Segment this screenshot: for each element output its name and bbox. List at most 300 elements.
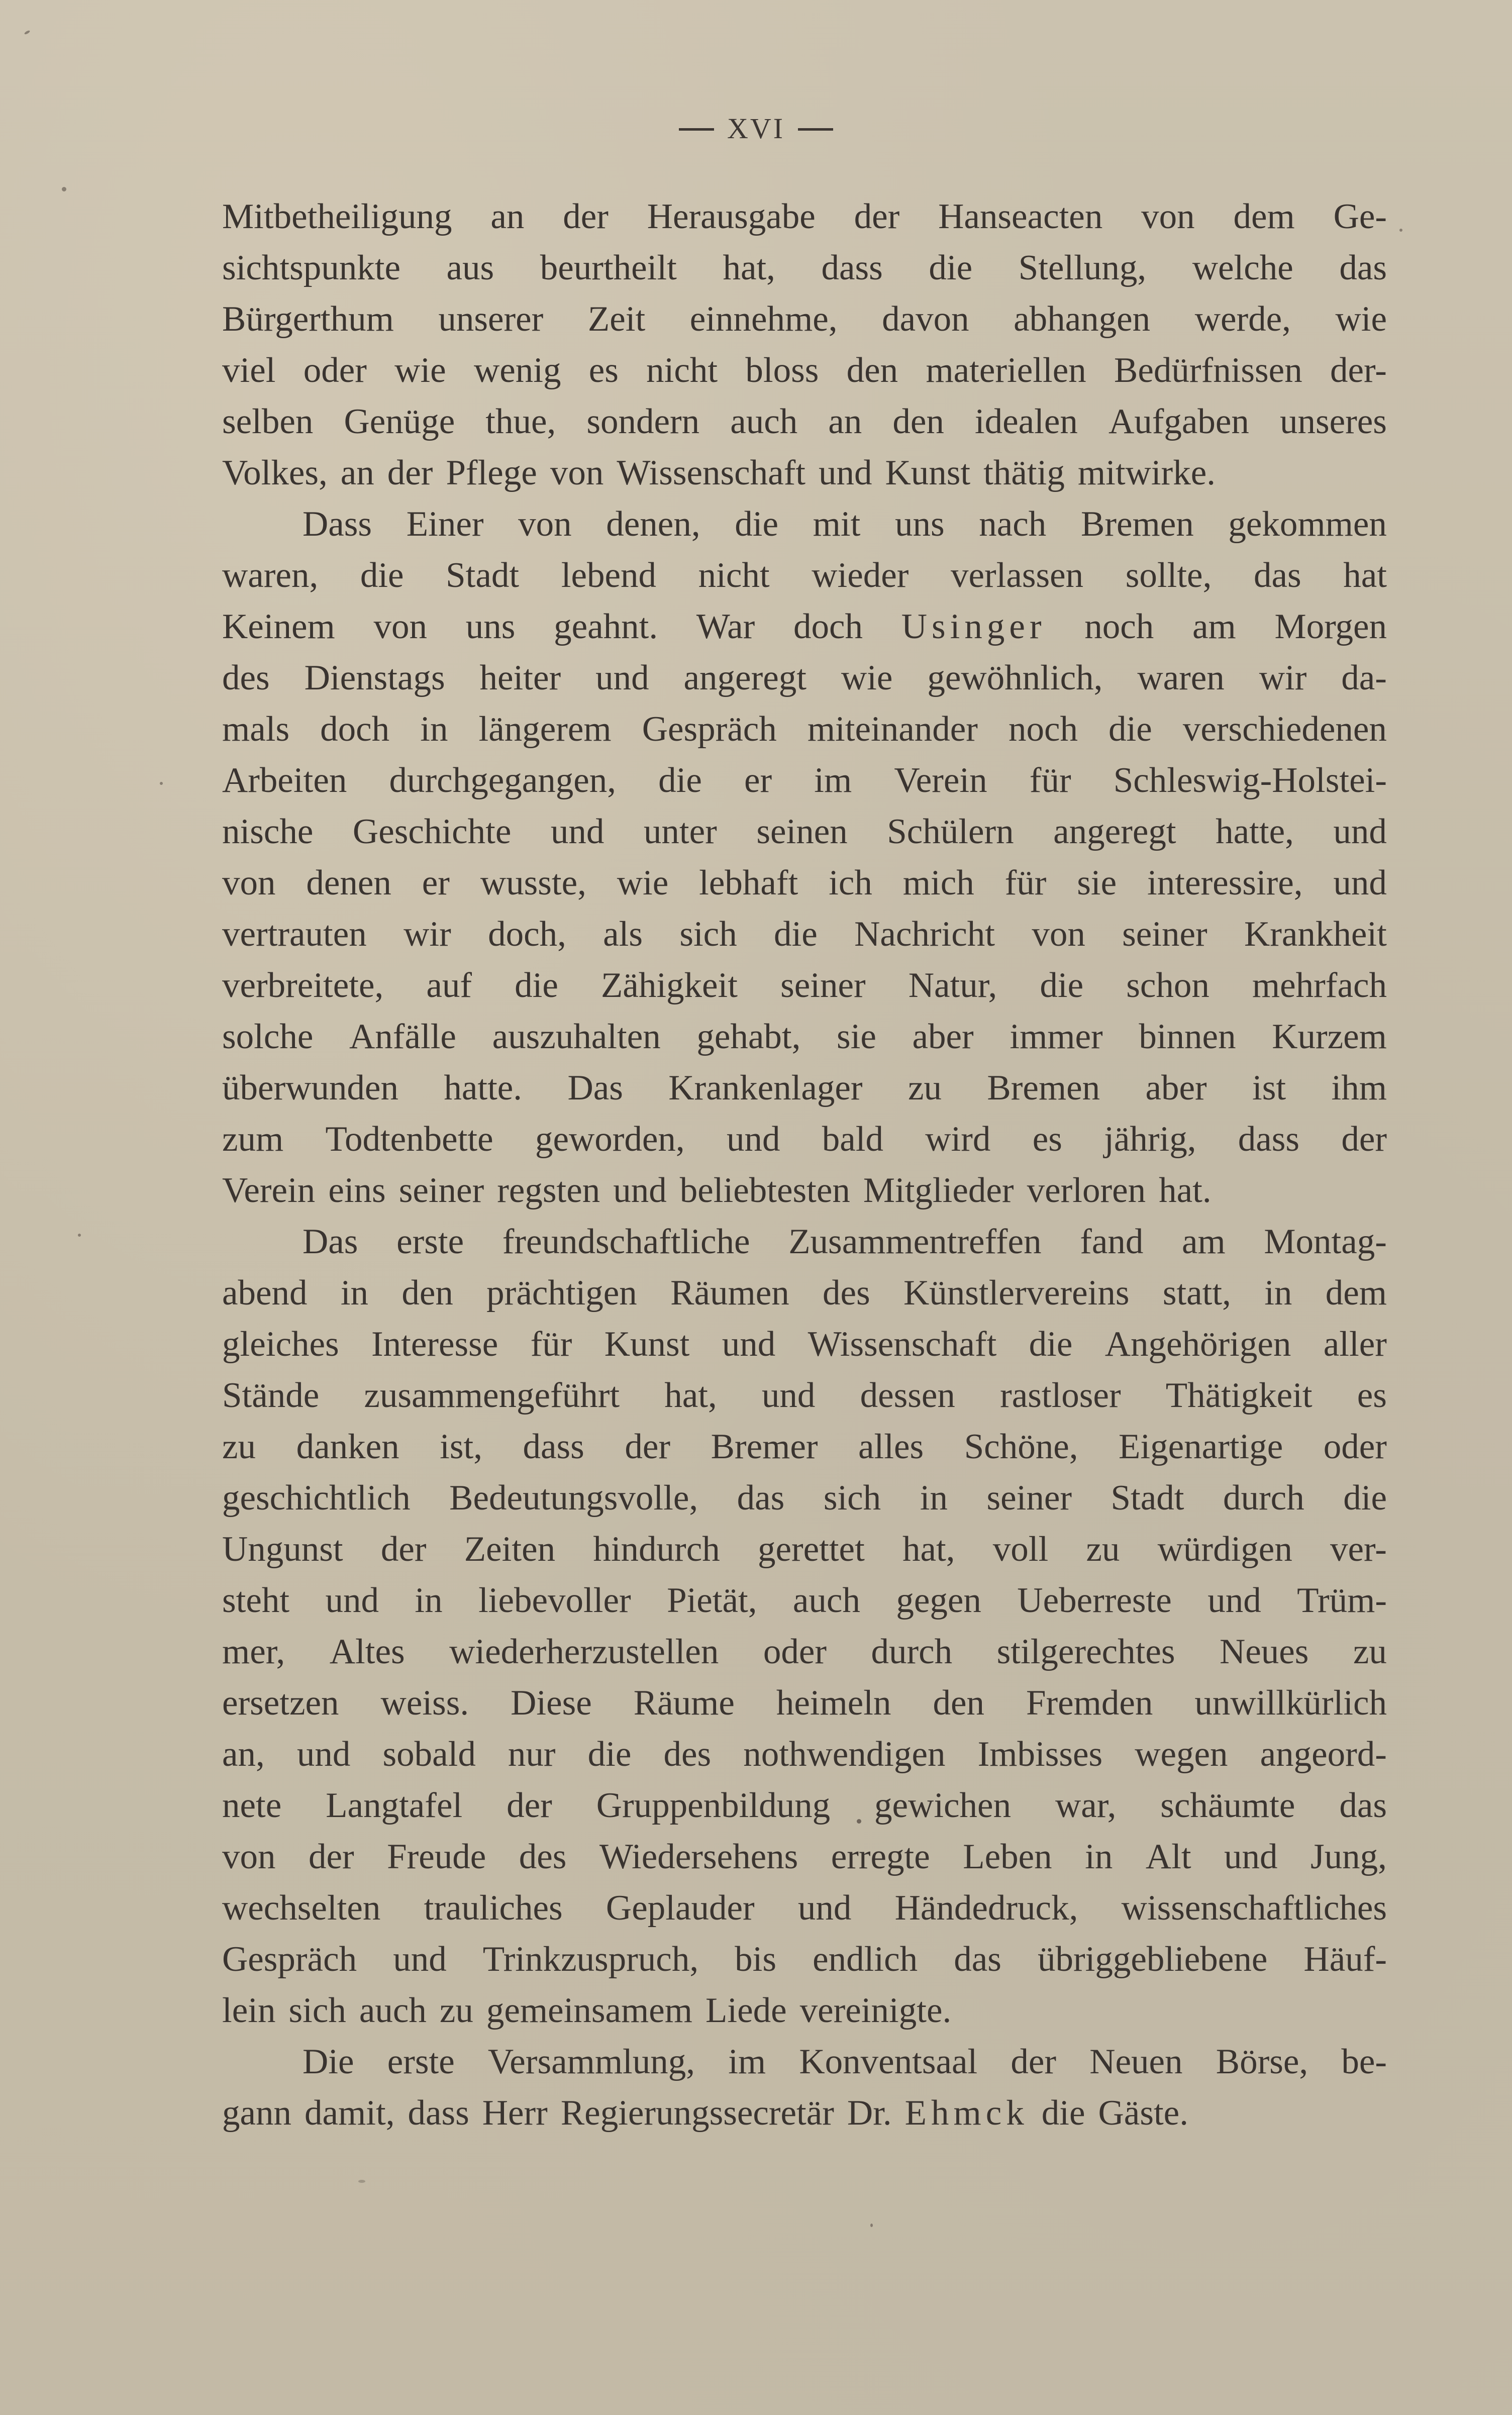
word: die <box>1040 966 1084 1005</box>
word: das <box>1339 1786 1387 1825</box>
word: lebend <box>561 556 656 595</box>
word: Stände <box>222 1376 320 1415</box>
word: bald <box>822 1120 883 1159</box>
word: Bürgerthum <box>222 299 394 339</box>
text-line <box>222 191 1387 242</box>
word: schon <box>1126 966 1209 1005</box>
word: doch <box>320 710 390 749</box>
word: als <box>603 915 643 954</box>
word: damit, <box>305 2093 395 2133</box>
word: auch <box>792 1581 860 1620</box>
paper-speck <box>160 782 163 785</box>
text-line <box>222 550 1387 601</box>
word: Bedürfnissen <box>1114 351 1302 390</box>
word: an, <box>222 1735 265 1774</box>
word: mitwirke. <box>1077 453 1216 492</box>
word: für <box>530 1325 572 1364</box>
word: das <box>737 1478 785 1518</box>
text-line <box>222 1267 1387 1319</box>
word: aber <box>1145 1068 1207 1108</box>
word: erste <box>396 1222 464 1261</box>
word: gemeinsamem <box>486 1991 692 2030</box>
word: Trüm- <box>1297 1581 1387 1620</box>
word: welche <box>1192 248 1293 287</box>
word: Geplauder <box>606 1888 755 1928</box>
paragraph <box>222 191 1387 498</box>
word: erregte <box>831 1837 930 1876</box>
word: sollte, <box>1125 556 1212 595</box>
word: Morgen <box>1274 607 1387 646</box>
word: hat, <box>723 248 775 287</box>
header-dash-left <box>679 128 714 131</box>
word: Verein <box>222 1171 316 1210</box>
word: Versammlung, <box>487 2042 695 2081</box>
word: ihm <box>1331 1068 1387 1108</box>
word: seiner <box>398 1171 484 1210</box>
word: nach <box>979 505 1047 544</box>
word: eins <box>328 1171 386 1210</box>
word: wieder <box>812 556 909 595</box>
word: gegen <box>896 1581 981 1620</box>
word: noch <box>1084 607 1154 646</box>
text-line <box>222 242 1387 293</box>
word: Thätigkeit <box>1165 1376 1313 1415</box>
word: vereinigte. <box>799 1991 952 2030</box>
word: be- <box>1341 2042 1387 2081</box>
word: Gäste. <box>1098 2093 1188 2133</box>
word: davon <box>882 299 969 339</box>
word: waren <box>1137 658 1225 697</box>
paper-speck <box>62 187 66 191</box>
text-line <box>222 396 1387 447</box>
word: seiner <box>780 966 866 1005</box>
word: doch <box>793 607 863 646</box>
word: Die <box>303 2042 354 2081</box>
word: aber <box>912 1017 974 1056</box>
word: zu <box>908 1068 942 1108</box>
word: aller <box>1323 1325 1387 1364</box>
word: unwillkürlich <box>1194 1683 1387 1723</box>
text-line <box>222 1882 1387 1934</box>
word: der <box>1341 1120 1387 1159</box>
word: oder <box>1323 1427 1387 1466</box>
word: ist <box>1252 1068 1286 1108</box>
word: War <box>696 607 755 646</box>
word: am <box>1182 1222 1226 1261</box>
word: Kurzem <box>1272 1017 1387 1056</box>
word: Das <box>567 1068 623 1108</box>
word: steht <box>222 1581 290 1620</box>
text-line <box>222 1934 1387 1985</box>
word: solche <box>222 1017 314 1056</box>
word: Künstlervereins <box>903 1273 1130 1313</box>
text-line <box>222 755 1387 806</box>
word: an <box>490 197 525 236</box>
word: wiederherzustellen <box>449 1632 719 1671</box>
word: und <box>595 658 649 697</box>
word: da- <box>1341 658 1387 697</box>
word: Fremden <box>1026 1683 1153 1723</box>
word: sich <box>823 1478 881 1518</box>
word: wegen <box>1135 1735 1228 1774</box>
word: die <box>1041 2093 1085 2133</box>
word: Mitbetheiligung <box>222 197 452 236</box>
word: Dr. <box>847 2093 892 2133</box>
word: und <box>819 453 872 492</box>
word: und <box>613 1171 667 1210</box>
word: statt, <box>1162 1273 1231 1313</box>
word: die <box>1029 1325 1073 1364</box>
word: wissenschaftliches <box>1121 1888 1387 1928</box>
word: rastloser <box>1000 1376 1121 1415</box>
word: nicht <box>646 351 718 390</box>
word: materiellen <box>926 351 1086 390</box>
word: die <box>360 556 404 595</box>
text-line <box>222 1062 1387 1114</box>
word: nische <box>222 812 314 851</box>
word: es <box>588 351 619 390</box>
word: und <box>325 1581 379 1620</box>
word: gewöhnlich, <box>927 658 1103 697</box>
word: erste <box>387 2042 455 2081</box>
paper-speck <box>24 30 31 35</box>
word: durchgegangen, <box>389 761 616 800</box>
word: aus <box>446 248 494 287</box>
word: doch, <box>488 915 566 954</box>
paragraph <box>222 498 1387 1216</box>
word: von <box>373 607 427 646</box>
word: der <box>625 1427 671 1466</box>
word: Börse, <box>1216 2042 1308 2081</box>
paragraph <box>222 1216 1387 2036</box>
page-number-header <box>0 112 1512 145</box>
text-line <box>222 1626 1387 1677</box>
word: von <box>518 505 572 544</box>
word: gleiches <box>222 1325 339 1364</box>
word: verschiedenen <box>1182 710 1387 749</box>
text-line <box>222 1011 1387 1062</box>
word: wird <box>925 1120 991 1159</box>
word: Dienstags <box>304 658 445 697</box>
word: freundschaftliche <box>502 1222 750 1261</box>
text-line <box>222 1524 1387 1575</box>
body-text <box>222 191 1387 2139</box>
word: hindurch <box>593 1530 720 1569</box>
word: es <box>1032 1120 1062 1159</box>
word: sobald <box>382 1735 476 1774</box>
word: bloss <box>745 351 819 390</box>
word: Konventsaal <box>799 2042 978 2081</box>
header-dash-right <box>798 128 833 131</box>
text-line <box>222 498 1387 550</box>
word: beliebtesten <box>679 1171 850 1210</box>
word: nothwendigen <box>743 1735 946 1774</box>
word: Genüge <box>344 402 455 441</box>
word: gerettet <box>757 1530 865 1569</box>
word: die <box>735 505 778 544</box>
text-line <box>222 1421 1387 1472</box>
word: von <box>550 453 604 492</box>
word: Eigenartige <box>1119 1427 1283 1466</box>
word: denen <box>306 863 391 902</box>
text-line <box>222 1165 1387 1216</box>
word: längerem <box>478 710 612 749</box>
word: und <box>1333 812 1387 851</box>
word: Pietät, <box>667 1581 757 1620</box>
word: und <box>550 812 604 851</box>
word: zusammengeführt <box>364 1376 620 1415</box>
word: wie <box>1335 299 1387 339</box>
word: Stadt <box>1111 1478 1184 1518</box>
word: die <box>515 966 558 1005</box>
word: Händedruck, <box>894 1888 1078 1928</box>
word: dass <box>523 1427 584 1466</box>
word: abhangen <box>1014 299 1151 339</box>
word: der <box>308 1837 354 1876</box>
word: er <box>744 761 772 800</box>
word: abend <box>222 1273 308 1313</box>
word: wenig <box>473 351 561 390</box>
word: dessen <box>860 1376 955 1415</box>
word: durch <box>1223 1478 1304 1518</box>
word: weiss. <box>380 1683 469 1723</box>
word: in <box>1264 1273 1292 1313</box>
word: Schleswig-Holstei- <box>1113 761 1387 800</box>
word: Stellung, <box>1018 248 1147 287</box>
word: geahnt. <box>554 607 658 646</box>
word: Montag- <box>1264 1222 1387 1261</box>
word: ersetzen <box>222 1683 339 1723</box>
word: hat <box>1343 556 1387 595</box>
word: Regierungssecretär <box>560 2093 834 2133</box>
word: oder <box>303 351 367 390</box>
word: uns <box>894 505 945 544</box>
word: und <box>1207 1581 1261 1620</box>
word: nicht <box>698 556 770 595</box>
word: mer, <box>222 1632 285 1671</box>
text-line <box>222 703 1387 755</box>
word: wie <box>394 351 446 390</box>
word: dass <box>821 248 883 287</box>
word: waren, <box>222 556 319 595</box>
word: miteinander <box>807 710 978 749</box>
text-line <box>222 1472 1387 1524</box>
word: und <box>726 1120 780 1159</box>
text-line <box>222 345 1387 396</box>
word: Dass <box>303 505 372 544</box>
word: Krankheit <box>1244 915 1387 954</box>
word: zu <box>439 1991 473 2030</box>
word: war, <box>1055 1786 1117 1825</box>
word: angeregt <box>683 658 807 697</box>
word: Ge- <box>1333 197 1387 236</box>
word: gann <box>222 2093 292 2133</box>
word: für <box>1029 761 1071 800</box>
word: in <box>340 1273 369 1313</box>
word: des <box>222 658 270 697</box>
word: Zeit <box>587 299 646 339</box>
word: in <box>420 710 448 749</box>
word: Alt <box>1145 1837 1191 1876</box>
word: interessire, <box>1147 863 1303 902</box>
word: seinen <box>756 812 848 851</box>
word: nete <box>222 1786 282 1825</box>
word: sich <box>288 1991 346 2030</box>
word: und <box>296 1735 351 1774</box>
word: trauliches <box>424 1888 563 1928</box>
word: und <box>1333 863 1387 902</box>
text-line <box>222 601 1387 652</box>
word: in <box>1085 1837 1113 1876</box>
word: Diese <box>511 1683 592 1723</box>
text-line <box>222 806 1387 857</box>
word: der <box>507 1786 552 1825</box>
word: Schöne, <box>964 1427 1078 1466</box>
word: denen, <box>606 505 700 544</box>
word: im <box>814 761 852 800</box>
word: Herausgabe <box>647 197 816 236</box>
paper-speck <box>78 1234 81 1237</box>
word: unter <box>643 812 717 851</box>
word: in <box>415 1581 443 1620</box>
word: auszuhalten <box>492 1017 661 1056</box>
word: Angehörigen <box>1104 1325 1291 1364</box>
word: das <box>1253 556 1301 595</box>
word: Pflege <box>446 453 537 492</box>
word: den <box>892 402 944 441</box>
word: von <box>1141 197 1195 236</box>
text-line <box>222 447 1387 498</box>
word: Natur, <box>908 966 997 1005</box>
word: ver- <box>1330 1530 1387 1569</box>
word: heiter <box>479 658 561 697</box>
text-line <box>222 857 1387 909</box>
word: dass <box>1238 1120 1300 1159</box>
word: unserer <box>438 299 544 339</box>
word: wie <box>841 658 893 697</box>
word: des <box>823 1273 870 1313</box>
word: hat. <box>1159 1171 1212 1210</box>
word: Gruppenbildung <box>596 1786 831 1825</box>
word: auch <box>359 1991 427 2030</box>
word: beurtheilt <box>540 248 677 287</box>
word: jährig, <box>1104 1120 1196 1159</box>
word: Krankenlager <box>668 1068 863 1108</box>
word: sie <box>1077 863 1117 902</box>
word: wir <box>1259 658 1307 697</box>
word: wechselten <box>222 1888 381 1928</box>
text-line <box>222 1677 1387 1729</box>
word: Neuen <box>1089 2042 1183 2081</box>
word: zum <box>222 1120 284 1159</box>
word: Gespräch <box>642 710 777 749</box>
word: ist, <box>440 1427 482 1466</box>
word: der <box>563 197 609 236</box>
word: verbreitete, <box>222 966 384 1005</box>
word: an <box>828 402 862 441</box>
word: Kunst <box>604 1325 690 1364</box>
word: dem <box>1325 1273 1387 1313</box>
word: Wiedersehens <box>599 1837 798 1876</box>
word: unseres <box>1279 402 1387 441</box>
word: Zeiten <box>464 1530 556 1569</box>
word: lein <box>222 1991 276 2030</box>
word: der <box>854 197 900 236</box>
text-line <box>222 960 1387 1011</box>
word: Verein <box>894 761 987 800</box>
word: Interesse <box>371 1325 498 1364</box>
word: die <box>929 248 973 287</box>
word: Herr <box>482 2093 548 2133</box>
word: angeregt <box>1053 812 1176 851</box>
text-line <box>222 1831 1387 1882</box>
word: Keinem <box>222 607 335 646</box>
word: Jung, <box>1310 1837 1387 1876</box>
word: die <box>587 1735 632 1774</box>
word: des <box>519 1837 567 1876</box>
text-line <box>222 909 1387 960</box>
word: von <box>222 1837 276 1876</box>
word: Leben <box>963 1837 1052 1876</box>
word: auch <box>730 402 798 441</box>
word: in <box>920 1478 948 1518</box>
word: der- <box>1330 351 1387 390</box>
word: und <box>393 1940 447 1979</box>
text-line <box>222 1216 1387 1267</box>
word: heimeln <box>776 1683 891 1723</box>
word: thue, <box>485 402 556 441</box>
word: seiner <box>1122 915 1207 954</box>
word: Geschichte <box>352 812 512 851</box>
word: den <box>933 1683 985 1723</box>
word: sie <box>837 1017 876 1056</box>
word: von <box>222 863 276 902</box>
word: mals <box>222 710 290 749</box>
word: Nachricht <box>854 915 995 954</box>
word: zu <box>1086 1530 1120 1569</box>
word: viel <box>222 351 276 390</box>
word: Bremer <box>711 1427 818 1466</box>
word: im <box>728 2042 766 2081</box>
word: Schülern <box>887 812 1014 851</box>
text-line <box>222 2087 1387 2139</box>
word: Hanseacten <box>938 197 1103 236</box>
word: wusste, <box>480 863 586 902</box>
word: schäumte <box>1160 1786 1295 1825</box>
word: mit <box>813 505 861 544</box>
word: gewichen <box>874 1786 1012 1825</box>
word: Räumen <box>670 1273 789 1313</box>
word: vertrauten <box>222 915 367 954</box>
page-number: XVI <box>727 112 785 145</box>
word: Bremen <box>987 1068 1100 1108</box>
word: Gespräch <box>222 1940 357 1979</box>
word: liebevoller <box>478 1581 631 1620</box>
text-line <box>222 652 1387 703</box>
word: oder <box>763 1632 827 1671</box>
text-line <box>222 293 1387 345</box>
word: Altes <box>329 1632 405 1671</box>
word: zu <box>222 1427 256 1466</box>
word: am <box>1192 607 1236 646</box>
word: hatte. <box>444 1068 523 1108</box>
word: mich <box>902 863 974 902</box>
text-line <box>222 2036 1387 2087</box>
word: gehabt, <box>696 1017 801 1056</box>
text-line <box>222 1780 1387 1831</box>
word: die <box>658 761 702 800</box>
word: der <box>1011 2042 1057 2081</box>
